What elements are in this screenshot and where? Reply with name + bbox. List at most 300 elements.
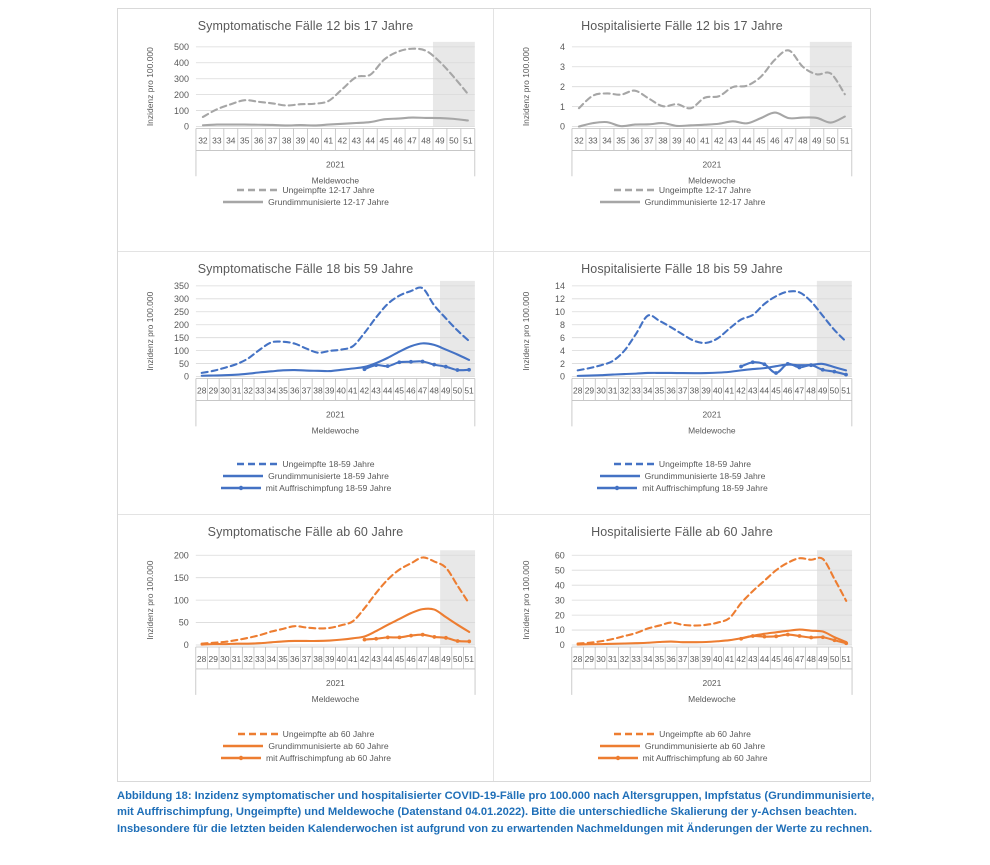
legend-swatch-icon [236,185,278,195]
series-marker [456,368,460,372]
svg-text:39: 39 [295,135,306,146]
svg-text:0: 0 [183,640,189,651]
shaded-region [810,42,852,127]
svg-text:200: 200 [174,89,189,100]
chart-panel-sympt-18-59 [118,252,494,515]
chart-title: Symptomatische Fälle ab 60 Jahre [207,525,404,539]
svg-text:1: 1 [559,101,565,112]
svg-text:38: 38 [313,385,323,396]
series-marker [786,633,790,637]
svg-text:0: 0 [183,371,189,382]
svg-text:47: 47 [417,653,428,664]
svg-text:50: 50 [829,653,840,664]
svg-text:33: 33 [631,385,641,396]
svg-text:2: 2 [559,358,565,369]
svg-text:50: 50 [449,135,459,146]
svg-text:37: 37 [267,135,278,146]
svg-text:47: 47 [794,385,805,396]
svg-text:150: 150 [173,572,189,583]
chart-panel-sympt-60 [118,515,494,781]
legend-label: Grundimmunisierte 12-17 Jahre [644,197,766,207]
svg-text:50: 50 [178,617,189,628]
series-marker [821,635,825,639]
svg-text:8: 8 [559,319,565,330]
svg-text:42: 42 [736,385,746,396]
svg-text:32: 32 [574,135,584,146]
svg-text:49: 49 [441,653,451,664]
legend-label: Grundimmunisierte 18-59 Jahre [268,471,389,481]
svg-text:40: 40 [713,653,723,664]
svg-text:49: 49 [812,135,822,146]
legend-swatch-icon [222,197,264,207]
svg-text:33: 33 [212,135,222,146]
svg-text:51: 51 [463,135,473,146]
svg-text:31: 31 [608,385,618,396]
series-marker [409,360,413,364]
svg-text:51: 51 [840,135,850,146]
svg-text:30: 30 [554,595,565,606]
legend-swatch-icon [599,471,641,481]
chart-grid [118,9,870,781]
svg-text:35: 35 [654,653,665,664]
svg-text:36: 36 [630,135,640,146]
svg-text:43: 43 [748,385,758,396]
svg-text:2021: 2021 [702,677,722,688]
svg-text:40: 40 [309,135,320,146]
svg-text:38: 38 [313,653,323,664]
svg-text:100: 100 [173,595,189,606]
chart-legend [118,459,493,493]
legend-label: Grundimmunisierte ab 60 Jahre [268,741,389,751]
svg-text:32: 32 [243,385,253,396]
svg-text:46: 46 [393,135,403,146]
y-axis-title: Inzidenz pro 100.000 [145,47,156,127]
legend-swatch-icon [599,741,641,751]
series-marker [763,635,767,639]
legend-item[interactable] [613,729,751,739]
svg-text:48: 48 [798,135,808,146]
series-marker [398,635,402,639]
svg-text:47: 47 [407,135,417,146]
series-marker [798,634,802,638]
svg-text:12: 12 [554,294,565,305]
series-marker [844,641,848,645]
svg-text:33: 33 [255,385,265,396]
series-line [202,343,469,375]
legend-label: Ungeimpfte ab 60 Jahre [659,729,751,739]
series-marker [809,363,813,367]
legend-label: Grundimmunisierte 18-59 Jahre [644,471,766,481]
svg-text:32: 32 [619,385,630,396]
svg-text:40: 40 [336,385,346,396]
series-marker [432,363,436,367]
series-marker [421,633,425,637]
svg-text:42: 42 [359,385,370,396]
svg-text:250: 250 [173,306,189,317]
svg-text:2021: 2021 [325,409,345,420]
legend-label: mit Auffrischimpfung ab 60 Jahre [266,753,391,763]
legend-item[interactable] [222,197,389,207]
series-marker [397,360,401,364]
series-marker [386,635,390,639]
svg-text:10: 10 [554,625,565,636]
svg-text:35: 35 [278,385,288,396]
svg-text:32: 32 [619,653,630,664]
svg-text:29: 29 [584,385,595,396]
svg-text:41: 41 [323,135,334,146]
legend-label: Ungeimpfte 18-59 Jahre [282,459,375,469]
svg-text:30: 30 [596,653,606,664]
series-marker [374,637,378,641]
svg-text:30: 30 [596,385,606,396]
legend-swatch-icon [597,753,639,763]
legend-item[interactable] [220,753,391,763]
svg-text:48: 48 [429,385,439,396]
svg-text:40: 40 [336,653,346,664]
series-marker [444,636,448,640]
svg-text:3: 3 [559,61,565,72]
legend-swatch-icon [613,459,655,469]
chart-title: Symptomatische Fälle 18 bis 59 Jahre [197,262,414,276]
svg-text:45: 45 [771,653,781,664]
svg-text:41: 41 [724,385,735,396]
svg-text:31: 31 [231,385,242,396]
chart-plot-area [494,9,870,251]
series-marker [821,368,825,372]
series-marker [363,638,367,642]
svg-text:38: 38 [689,385,700,396]
svg-text:28: 28 [196,653,207,664]
svg-text:36: 36 [666,385,676,396]
shaded-region [440,550,475,645]
svg-text:31: 31 [607,653,618,664]
svg-text:45: 45 [756,135,766,146]
figure-frame [117,8,871,782]
svg-text:31: 31 [231,653,242,664]
svg-text:10: 10 [554,306,565,317]
svg-text:34: 34 [266,653,277,664]
legend-item[interactable] [236,459,374,469]
legend-label: mit Auffrischimpfung ab 60 Jahre [642,753,768,763]
shaded-region [440,281,475,377]
legend-item[interactable] [613,459,751,469]
chart-title: Hospitalisierte Fälle ab 60 Jahre [591,525,773,539]
svg-text:39: 39 [672,135,682,146]
series-marker [774,371,778,375]
svg-text:32: 32 [198,135,208,146]
legend-swatch-icon [596,483,638,493]
legend-swatch-icon [613,729,655,739]
svg-text:300: 300 [174,73,189,84]
svg-text:200: 200 [173,319,189,330]
svg-text:36: 36 [289,653,300,664]
svg-text:50: 50 [554,565,565,576]
series-marker [751,634,755,638]
svg-text:43: 43 [728,135,738,146]
series-line [202,287,469,372]
svg-text:400: 400 [174,57,189,68]
svg-text:37: 37 [678,653,688,664]
svg-text:45: 45 [394,653,405,664]
svg-text:34: 34 [642,653,653,664]
series-line [578,291,846,370]
svg-text:0: 0 [559,640,565,651]
legend-item[interactable] [222,741,388,751]
svg-text:28: 28 [197,385,207,396]
svg-text:44: 44 [759,385,770,396]
svg-text:Meldewoche: Meldewoche [688,425,736,436]
legend-swatch-icon [220,483,262,493]
svg-text:33: 33 [255,653,265,664]
svg-text:41: 41 [348,385,358,396]
legend-swatch-icon [220,753,262,763]
svg-text:38: 38 [281,135,292,146]
svg-text:100: 100 [173,345,189,356]
svg-text:45: 45 [379,135,389,146]
svg-text:2021: 2021 [325,677,345,688]
svg-text:47: 47 [417,385,428,396]
svg-text:50: 50 [452,385,463,396]
svg-text:39: 39 [324,385,335,396]
series-marker [409,634,413,638]
chart-title: Symptomatische Fälle 12 bis 17 Jahre [197,19,414,33]
series-marker [444,365,448,369]
svg-text:45: 45 [771,385,781,396]
svg-text:36: 36 [290,385,300,396]
svg-text:42: 42 [736,653,746,664]
series-marker [363,367,367,371]
svg-text:35: 35 [654,385,665,396]
svg-text:48: 48 [806,653,816,664]
svg-text:44: 44 [365,135,375,146]
svg-text:4: 4 [559,345,565,356]
svg-text:300: 300 [173,294,189,305]
legend-item[interactable] [599,741,765,751]
y-axis-title: Inzidenz pro 100.000 [521,291,532,371]
svg-text:200: 200 [173,550,189,561]
chart-title: Hospitalisierte Fälle 12 bis 17 Jahre [581,19,783,33]
series-marker [374,363,378,367]
svg-text:40: 40 [713,385,723,396]
legend-label: Ungeimpfte 18-59 Jahre [658,459,752,469]
svg-text:37: 37 [301,653,312,664]
svg-text:50: 50 [826,135,836,146]
series-line [202,557,470,643]
svg-text:Meldewoche: Meldewoche [311,425,360,436]
svg-text:29: 29 [584,653,595,664]
legend-item[interactable] [599,197,766,207]
svg-text:42: 42 [714,135,724,146]
svg-text:42: 42 [359,653,370,664]
svg-text:Meldewoche: Meldewoche [311,693,360,704]
series-marker [751,360,755,364]
svg-text:48: 48 [421,135,431,146]
svg-text:2: 2 [559,81,565,92]
svg-text:34: 34 [602,135,612,146]
svg-text:Meldewoche: Meldewoche [311,175,360,186]
svg-text:38: 38 [658,135,668,146]
svg-text:46: 46 [406,385,416,396]
svg-text:34: 34 [226,135,236,146]
svg-text:30: 30 [220,653,230,664]
series-marker [456,639,460,643]
svg-text:43: 43 [351,135,361,146]
svg-text:14: 14 [554,281,565,292]
chart-panel-hosp-60 [494,515,870,781]
chart-legend [118,729,493,763]
svg-text:37: 37 [644,135,654,146]
svg-text:29: 29 [208,385,219,396]
legend-item[interactable] [222,471,389,481]
svg-text:0: 0 [559,371,565,382]
legend-item[interactable] [220,483,391,493]
legend-item[interactable] [236,185,374,195]
series-marker [833,638,837,642]
series-marker [786,362,790,366]
svg-text:34: 34 [266,385,277,396]
series-marker [832,370,836,374]
legend-swatch-icon [237,729,279,739]
svg-text:49: 49 [817,385,828,396]
series-marker [739,637,743,641]
svg-text:6: 6 [559,332,565,343]
legend-swatch-icon [222,471,264,481]
svg-text:40: 40 [554,580,565,591]
series-marker [467,368,471,372]
svg-text:60: 60 [554,550,565,561]
chart-legend [494,459,870,493]
svg-text:2021: 2021 [325,159,345,170]
legend-label: Ungeimpfte 12-17 Jahre [658,185,752,195]
svg-text:32: 32 [243,653,253,664]
shaded-region [433,42,475,127]
svg-text:36: 36 [666,653,676,664]
series-line [203,49,468,117]
svg-text:41: 41 [700,135,710,146]
svg-text:2021: 2021 [702,409,722,420]
svg-text:37: 37 [678,385,688,396]
y-axis-title: Inzidenz pro 100.000 [144,560,155,640]
svg-text:44: 44 [383,653,393,664]
svg-text:45: 45 [394,385,405,396]
legend-item[interactable] [599,471,766,481]
svg-text:50: 50 [452,653,463,664]
svg-text:30: 30 [220,385,230,396]
chart-panel-hosp-12-17 [494,9,870,252]
svg-text:Meldewoche: Meldewoche [688,693,736,704]
svg-text:49: 49 [435,135,445,146]
legend-label: Ungeimpfte ab 60 Jahre [282,729,375,739]
svg-text:35: 35 [278,653,288,664]
svg-text:50: 50 [178,358,189,369]
svg-text:35: 35 [240,135,250,146]
svg-text:46: 46 [782,385,793,396]
svg-text:51: 51 [464,385,474,396]
svg-text:48: 48 [429,653,440,664]
legend-label: Ungeimpfte 12-17 Jahre [282,185,375,195]
series-marker [739,365,743,369]
series-line [203,118,468,126]
legend-item[interactable] [596,483,767,493]
series-marker [797,366,801,370]
series-line [579,50,845,108]
svg-text:0: 0 [183,121,189,132]
svg-text:47: 47 [784,135,794,146]
legend-label: Grundimmunisierte ab 60 Jahre [644,741,766,751]
svg-text:48: 48 [806,385,816,396]
svg-text:2021: 2021 [702,159,722,170]
svg-text:51: 51 [464,653,474,664]
svg-text:29: 29 [208,653,218,664]
svg-text:43: 43 [748,653,758,664]
svg-text:49: 49 [818,653,828,664]
legend-swatch-icon [236,459,278,469]
legend-label: Grundimmunisierte 12-17 Jahre [268,197,389,207]
svg-text:28: 28 [573,385,583,396]
legend-swatch-icon [222,741,264,751]
svg-text:51: 51 [841,653,851,664]
series-marker [467,640,471,644]
svg-text:Meldewoche: Meldewoche [688,175,736,186]
legend-label: mit Auffrischimpfung 18-59 Jahre [642,483,768,493]
series-marker [774,634,778,638]
chart-title: Hospitalisierte Fälle 18 bis 59 Jahre [581,262,783,276]
svg-text:43: 43 [371,385,381,396]
svg-text:35: 35 [616,135,626,146]
series-marker [386,364,390,368]
svg-text:34: 34 [643,385,653,396]
svg-text:44: 44 [742,135,752,146]
svg-text:50: 50 [829,385,840,396]
svg-text:43: 43 [371,653,381,664]
svg-text:500: 500 [174,42,189,53]
y-axis-title: Inzidenz pro 100.000 [521,47,532,127]
legend-label: mit Auffrischimpfung 18-59 Jahre [265,483,392,493]
series-marker [762,362,766,366]
chart-panel-hosp-18-59 [494,252,870,515]
svg-text:350: 350 [173,281,189,292]
chart-panel-sympt-12-17 [118,9,494,252]
legend-item[interactable] [597,753,768,763]
svg-text:28: 28 [572,653,583,664]
svg-text:41: 41 [724,653,735,664]
svg-text:51: 51 [841,385,851,396]
svg-text:41: 41 [348,653,358,664]
chart-plot-area [118,9,493,251]
svg-text:46: 46 [406,653,416,664]
svg-text:150: 150 [173,332,189,343]
svg-text:39: 39 [324,653,335,664]
legend-item[interactable] [613,185,751,195]
svg-text:36: 36 [253,135,264,146]
legend-item[interactable] [237,729,375,739]
svg-text:49: 49 [441,385,451,396]
series-marker [809,636,813,640]
svg-text:44: 44 [759,653,770,664]
svg-text:38: 38 [689,653,700,664]
legend-swatch-icon [613,185,655,195]
svg-text:39: 39 [701,653,711,664]
svg-text:40: 40 [686,135,696,146]
y-axis-title: Inzidenz pro 100.000 [145,291,156,371]
chart-legend [494,185,870,207]
chart-legend [494,729,870,763]
legend-swatch-icon [599,197,641,207]
series-line [579,113,845,127]
series-marker [432,635,436,639]
svg-text:39: 39 [701,385,711,396]
chart-legend [118,185,493,207]
